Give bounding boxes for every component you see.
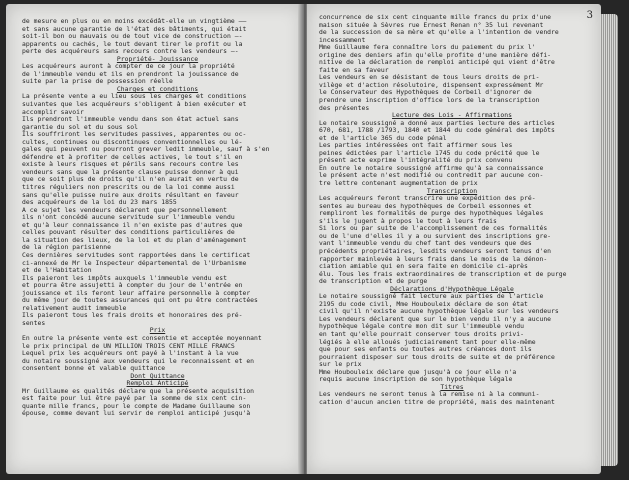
- text-line: Ils paieront tous les frais droits et honoraires des pré-: [22, 312, 243, 320]
- text-line: de transcription et de purge: [319, 278, 428, 286]
- page-edges: [600, 14, 618, 466]
- section-heading: Dont Quittance: [130, 372, 185, 380]
- text-line: soit-il bon ou mauvais ou de tout vice de construction —-: [22, 33, 243, 41]
- text-line: de la région parisienne: [22, 244, 111, 252]
- text-line: concurrence de six cent cinquante mille francs du prix d'une: [319, 14, 552, 21]
- text-line: existe à leurs risques et périls sans recours contre les: [22, 161, 239, 169]
- text-line: requis aucune inscription de son hypothèque légale: [319, 376, 513, 384]
- text-line: et de l'article 365 du code pénal: [319, 134, 447, 142]
- text-line: La présente vente a eu lieu sous les charges et conditions: [22, 93, 247, 101]
- text-line: des présentes: [319, 104, 370, 112]
- text-line: A ce sujet les vendeurs déclarent que personnellement: [22, 206, 227, 214]
- text-line: défendre et à profiter de celles actives, le tout s'il en: [22, 153, 243, 161]
- text-line: Lequel prix les acquéreurs ont payé à l'instant à la vue: [22, 350, 239, 358]
- text-line: des acquéreurs de la loi du 23 mars 1855: [22, 199, 177, 207]
- text-line: Ils prendront l'immeuble vendu dans son état actuel sans: [22, 116, 239, 124]
- text-line: le Conservateur des Hypothèques de Corbeil d'ignorer de: [319, 89, 532, 97]
- text-line: rapporter mainlevée à leurs frais dans le mois de la dénon-: [319, 255, 548, 263]
- text-line: En outre la présente vente est consentie et acceptée moyennant: [22, 334, 262, 342]
- section-heading: Charges et conditions: [116, 85, 199, 93]
- text-line: gales qui peuvent ou pourront grever ledit immeuble, sauf à s'en: [22, 146, 270, 154]
- section-heading: Prix: [149, 327, 166, 335]
- text-line: quante mille francs, pour le compte de Madame Guillaume son: [22, 402, 251, 410]
- text-line: et qu'à leur connaissance il n'en existe pas d'autres que: [22, 221, 243, 229]
- text-line: vant l'immeuble vendu du chef tant des vendeurs que des: [319, 240, 532, 248]
- text-line: incessamment: [319, 36, 366, 44]
- text-line: ci-annexé de Mr le Inspecteur départemental de l'Urbanisme: [22, 259, 247, 267]
- text-line: vilège et d'action résolutoire, dispensent expressément Mr: [319, 81, 544, 89]
- text-line: et sans aucune garantie de l'état des bâtiments, qui était: [22, 25, 247, 33]
- text-line: est faite pour lui être payé par la somme de six cent cin-: [22, 395, 247, 403]
- text-line: Mme Guillaume fera connaître lors du paiement du prix l': [319, 44, 536, 52]
- text-line: ils n'ont concédé aucune servitude sur l'immeuble vendu: [22, 214, 235, 222]
- text-line: ou de l'une d'elles il y a ou survient des inscriptions gre-: [319, 232, 552, 240]
- text-line: légiés à elle alloués judiciairement tant pour elle-même: [319, 338, 536, 346]
- section-heading: Titres: [440, 383, 464, 391]
- text-line: précédents propriétaires, lesdits vendeurs seront tenus d'en: [319, 247, 552, 255]
- text-line: apparents ou cachés, le tout devant tirer le profit ou la: [22, 40, 243, 48]
- text-line: s'ils le jugent à propos le tout à leurs frais: [319, 217, 497, 225]
- text-line: que ce soit plus de droits qu'il n'en aurait en vertu de: [22, 176, 239, 184]
- text-line: cultes, continues ou discontinues conventionnelles ou lé-: [22, 138, 243, 146]
- text-line: de mesure en plus ou en moins excédât-elle un vingtième ——: [22, 18, 247, 25]
- text-line: origine des deniers afin qu'elle profite d'une manière défi-: [319, 51, 552, 59]
- text-line: sur le prix: [319, 361, 362, 369]
- text-line: prendre une inscription d'office lors de la transcription: [319, 97, 540, 105]
- text-line: épouse, comme devant lui servir de remploi anticipé jusqu'à: [22, 410, 251, 418]
- text-line: Les parties intéressées ont fait affirmer sous les: [319, 142, 513, 150]
- text-line: perte des acquéreurs sans recours contre les vendeurs —-: [22, 48, 239, 56]
- text-line: Les vendeurs déclarent que sur le bien vendu il n'y a aucune: [319, 315, 552, 323]
- text-line: titres réguliers non prescrits ou de la loi comme aussi: [22, 184, 235, 192]
- text-line: jouissance et ils feront leur affaire personnelle à compter: [22, 289, 251, 297]
- text-line: et de l'Habitation: [22, 267, 92, 275]
- text-line: Si lors ou par suite de l'accomplissement de ces formalités: [319, 225, 548, 233]
- text-line: Les acquéreurs auront à compter de ce jour la propriété: [22, 63, 235, 71]
- text-line: celles pouvant résulter des conditions particulières de: [22, 229, 235, 237]
- text-line: du même jour de toutes assurances qui ont pu être contractées: [22, 297, 258, 305]
- text-line: Ils souffriront les servitudes passives, apparentes ou oc-: [22, 131, 247, 139]
- section-heading: Remploi Anticipé: [126, 380, 189, 388]
- text-line: de l'immeuble vendu et ils en prendront la jouissance de: [22, 70, 239, 78]
- text-line: sentes: [22, 319, 46, 327]
- section-heading: Transcription: [426, 187, 478, 195]
- text-line: garantie du sol et du sous sol: [22, 123, 139, 131]
- text-line: En outre le notaire soussigné affirme qu'à sa connaissance: [319, 164, 544, 172]
- text-line: sentes au bureau des hypothèques de Corbeil essonnes et: [319, 202, 532, 210]
- text-line: suite par la prise de possession réelle: [22, 78, 173, 86]
- text-line: le prix principal de UN MILLION TROIS CENT MILLE FRANCS: [22, 342, 235, 350]
- section-heading: Lecture des Lois - Affirmations: [392, 112, 512, 120]
- text-line: Les vendeurs ne seront tenus à la remise ni à la communi-: [319, 391, 540, 399]
- text-line: rempliront les formalités de purge des hypothèques légales: [319, 210, 544, 218]
- text-line: suivantes que les acquéreurs s'obligent à bien exécuter et: [22, 101, 247, 109]
- text-line: en tant qu'elle pourrait conserver tous droits privi-: [319, 330, 524, 338]
- text-line: civil qu'il n'existe aucune hypothèque légale sur les vendeurs: [319, 308, 559, 316]
- text-line: Le notaire soussigné fait lecture aux parties de l'article: [319, 293, 544, 301]
- text-line: peines édictées par l'article 1745 du code précité que le: [319, 149, 540, 157]
- text-line: du notaire soussigné aux vendeurs qui le reconnaissent et en: [22, 357, 255, 365]
- text-line: tre lettre contenant augmentation de prix: [319, 180, 478, 188]
- text-line: cation d'aucun ancien titre de propriété, mais des maintenant: [319, 398, 555, 406]
- text-line: consentent bonne et valable quittance: [22, 365, 166, 373]
- text-line: de la succession de sa mère et qu'elle a l'intention de vendre: [319, 29, 559, 37]
- text-line: la situation des lieux, de la loi et du plan d'aménagement: [22, 236, 247, 244]
- right-page: [307, 4, 601, 474]
- text-line: pourraient disposer sur tous droits de suite et de préférence: [319, 353, 555, 361]
- section-heading: Propriété- Jouissance: [116, 55, 199, 63]
- text-line: Mme Houbouleix déclare que jusqu'à ce jour elle n'a: [319, 368, 517, 376]
- text-line: nitive de la déclaration de remploi anticipé qui vient d'être: [319, 59, 555, 67]
- text-line: Mr Guillaume es qualités déclare que la présente acquisition: [22, 387, 255, 395]
- text-line: Le notaire soussigné a donné aux parties lecture des articles: [319, 119, 555, 127]
- right-page-text: [319, 14, 585, 406]
- page-number: 3: [586, 10, 593, 21]
- left-page: [6, 4, 303, 474]
- text-line: ciation amiable qui en sera faite en domicile ci-après: [319, 263, 528, 271]
- text-line: 670, 681, 1788 /1793, 1840 et 1844 du code général des impôts: [319, 127, 555, 135]
- text-line: faite en sa faveur: [319, 66, 389, 74]
- text-line: que pour ses enfants ou toutes autres créances dont ils: [319, 346, 532, 354]
- text-line: sans qu'elle puisse nuire aux droits résultant en faveur: [22, 191, 239, 199]
- left-page-text: [22, 18, 293, 418]
- text-line: élu. Tous les frais extraordinaires de transcription et de purge: [319, 270, 567, 278]
- text-line: Ils paieront les impôts auxquels l'immeuble vendu est: [22, 274, 227, 282]
- text-line: et pourra être assujetti à compter du jour de l'entrée en: [22, 282, 243, 290]
- text-line: relativement audit immeuble: [22, 304, 127, 312]
- section-heading: Déclarations d'Hypothèque Légale: [390, 285, 514, 293]
- text-line: hypothèque légale contre mon dit sur l'immeuble vendu: [319, 323, 524, 331]
- text-line: le présent acte n'est modifié ou contredit par aucune con-: [319, 172, 544, 180]
- text-line: Les acquéreurs feront transcrire une expédition des pré-: [319, 195, 536, 203]
- text-line: Ces dernières servitudes sont rapportées dans le certificat: [22, 251, 251, 259]
- text-line: accomplir savoir: [22, 108, 84, 116]
- text-line: présent acte exprime l'intégralité du prix convenu: [319, 157, 513, 165]
- text-line: vendeurs sans que la présente clause puisse donner à qui: [22, 168, 239, 176]
- text-line: 2195 du code civil, Mme Houbouleix déclare de son état: [319, 300, 528, 308]
- text-line: Les vendeurs en se désistant de tous leurs droits de pri-: [319, 74, 540, 82]
- text-line: maison située à Sèvres rue Ernest Renan n° 35 lui revenant: [319, 21, 544, 29]
